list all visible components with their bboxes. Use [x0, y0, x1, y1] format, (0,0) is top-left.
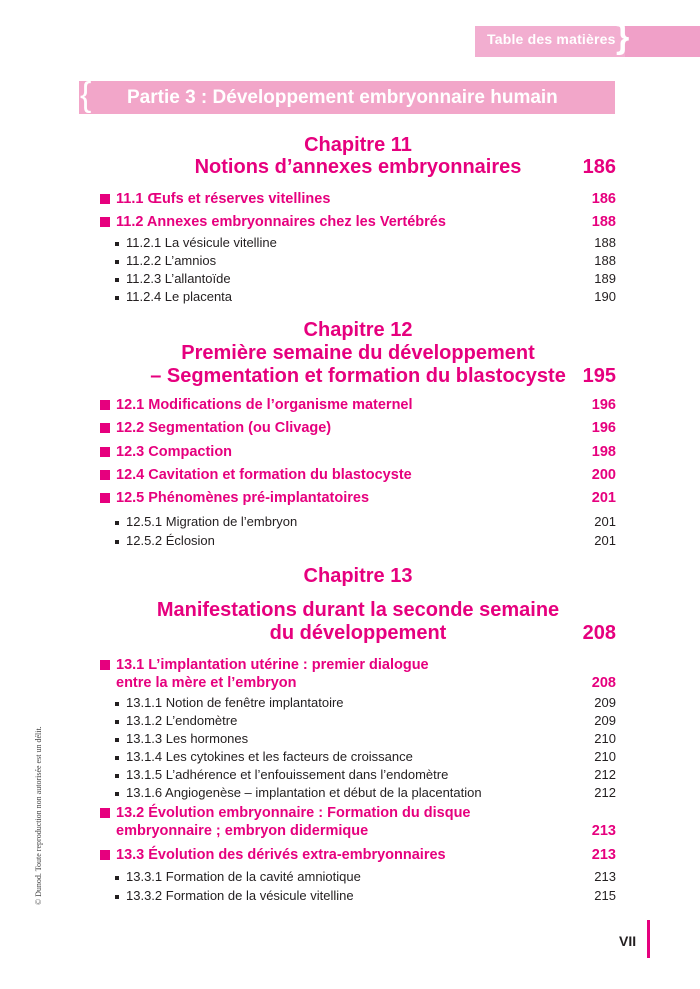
subsection-page: 215 — [594, 888, 616, 903]
subsection-page: 189 — [594, 271, 616, 286]
section-label: 11.2 Annexes embryonnaires chez les Vertébrés — [116, 214, 446, 230]
section-label: 12.4 Cavitation et formation du blastocyste — [116, 467, 412, 483]
square-bullet-icon — [100, 217, 110, 227]
chapter-title: Première semaine du développement — [181, 342, 535, 364]
section-page: 208 — [591, 675, 616, 691]
section-page: 188 — [591, 214, 616, 230]
bullet-icon — [115, 260, 119, 264]
chapter-title: Notions d’annexes embryonnaires — [194, 156, 522, 178]
subsection-label: 13.1.3 Les hormones — [126, 731, 249, 746]
square-bullet-icon — [100, 423, 110, 433]
bullet-icon — [115, 876, 119, 880]
section-page: 200 — [591, 467, 616, 483]
square-bullet-icon — [100, 850, 110, 860]
folio-accent-bar — [647, 920, 650, 958]
bullet-icon — [115, 702, 119, 706]
subsection-label: 13.1.1 Notion de fenêtre implantatoire — [126, 695, 344, 710]
square-bullet-icon — [100, 493, 110, 503]
subsection-page: 212 — [594, 767, 616, 782]
subsection-label: 11.2.1 La vésicule vitelline — [126, 235, 277, 250]
bullet-icon — [115, 738, 119, 742]
section-label: 12.3 Compaction — [116, 444, 233, 460]
section-label: 11.1 Œufs et réserves vitellines — [116, 191, 331, 207]
bullet-icon — [115, 296, 119, 300]
section-page: 196 — [591, 420, 616, 436]
subsection-page: 188 — [594, 235, 616, 250]
section-page: 198 — [591, 444, 616, 460]
square-bullet-icon — [100, 447, 110, 457]
subsection-label: 13.1.4 Les cytokines et les facteurs de croissance — [126, 749, 413, 764]
section-label: 13.3 Évolution des dérivés extra-embryonnaires — [116, 847, 446, 863]
subsection-page: 212 — [594, 785, 616, 800]
chapter-heading: Chapitre 11 — [304, 134, 412, 156]
part-title: Partie 3 : Développement embryonnaire humain — [127, 87, 558, 108]
bullet-icon — [115, 774, 119, 778]
section-page: 213 — [591, 823, 616, 839]
chapter-page: 195 — [582, 365, 616, 387]
subsection-page: 210 — [594, 731, 616, 746]
subsection-page: 188 — [594, 253, 616, 268]
subsection-label: 13.1.5 L’adhérence et l’enfouissement dans l’endomètre — [126, 767, 449, 782]
bullet-icon — [115, 521, 119, 525]
subsection-label: 12.5.2 Éclosion — [126, 533, 215, 548]
section-page: 213 — [591, 847, 616, 863]
bullet-icon — [115, 242, 119, 246]
bullet-icon — [115, 278, 119, 282]
subsection-page: 210 — [594, 749, 616, 764]
page-number: VII — [619, 933, 637, 949]
chapter-title: Manifestations durant la seconde semaine — [156, 599, 560, 621]
square-bullet-icon — [100, 194, 110, 204]
square-bullet-icon — [100, 470, 110, 480]
section-page: 186 — [591, 191, 616, 207]
chapter-heading: Chapitre 13 — [303, 565, 413, 587]
subsection-page: 209 — [594, 695, 616, 710]
section-label-cont: embryonnaire ; embryon didermique — [116, 823, 369, 839]
bullet-icon — [115, 895, 119, 899]
subsection-page: 190 — [594, 289, 616, 304]
section-label: 12.1 Modifications de l’organisme maternel — [116, 397, 413, 413]
curl-ornament-icon: } — [616, 18, 630, 56]
subsection-label: 11.2.2 L’amnios — [126, 253, 217, 268]
subsection-label: 12.5.1 Migration de l’embryon — [126, 514, 298, 529]
square-bullet-icon — [100, 400, 110, 410]
subsection-page: 201 — [594, 514, 616, 529]
chapter-page: 186 — [582, 156, 616, 178]
section-label: 13.2 Évolution embryonnaire : Formation du disque — [116, 805, 471, 821]
bullet-icon — [115, 540, 119, 544]
subsection-label: 11.2.4 Le placenta — [126, 289, 233, 304]
bullet-icon — [115, 720, 119, 724]
chapter-title: du développement — [269, 622, 447, 644]
section-label: 13.1 L’implantation utérine : premier dialogue — [116, 657, 429, 673]
subsection-page: 201 — [594, 533, 616, 548]
section-label-cont: entre la mère et l’embryon — [116, 675, 297, 691]
square-bullet-icon — [100, 660, 110, 670]
chapter-page: 208 — [582, 622, 616, 644]
section-page: 201 — [591, 490, 616, 506]
section-label: 12.2 Segmentation (ou Clivage) — [116, 420, 332, 436]
curl-ornament-icon: { — [80, 76, 92, 114]
subsection-page: 213 — [594, 869, 616, 884]
header-tab-label: Table des matières — [487, 31, 616, 47]
copyright-note: © Dunod. Toute reproduction non autorisée est un délit. — [34, 726, 43, 905]
chapter-heading: Chapitre 12 — [303, 319, 413, 341]
section-page: 196 — [591, 397, 616, 413]
subsection-label: 13.1.6 Angiogenèse – implantation et début de la placentation — [126, 785, 482, 800]
chapter-title: – Segmentation et formation du blastocyste — [150, 365, 566, 387]
subsection-page: 209 — [594, 713, 616, 728]
square-bullet-icon — [100, 808, 110, 818]
subsection-label: 13.1.2 L’endomètre — [126, 713, 238, 728]
subsection-label: 13.3.1 Formation de la cavité amniotique — [126, 869, 361, 884]
subsection-label: 13.3.2 Formation de la vésicule vitelline — [126, 888, 354, 903]
subsection-label: 11.2.3 L’allantoïde — [126, 271, 231, 286]
bullet-icon — [115, 756, 119, 760]
bullet-icon — [115, 792, 119, 796]
section-label: 12.5 Phénomènes pré-implantatoires — [116, 490, 370, 506]
